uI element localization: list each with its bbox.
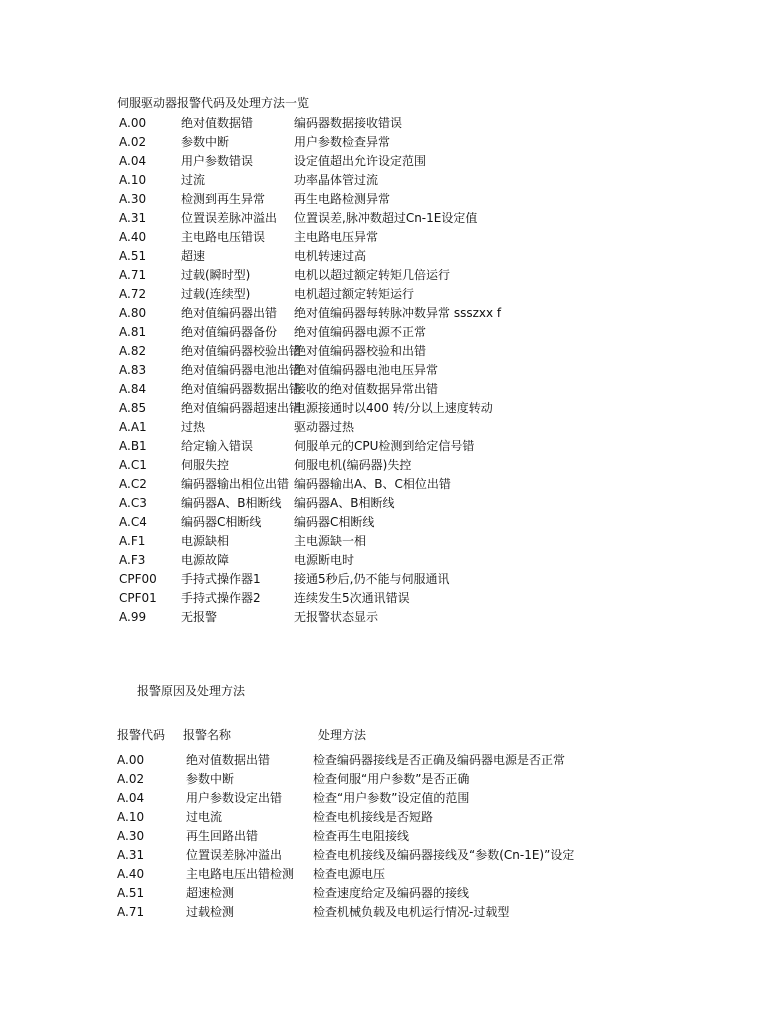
alarm-desc: 伺服电机(编码器)失控 xyxy=(294,458,412,472)
alarm-name: 绝对值编码器备份 xyxy=(181,325,278,339)
alarm-code: A.82 xyxy=(119,344,147,358)
handling-name: 参数中断 xyxy=(186,772,235,786)
alarm-code: A.99 xyxy=(119,610,147,624)
list-item xyxy=(119,324,739,343)
alarm-handling-list xyxy=(117,752,737,923)
alarm-code: A.84 xyxy=(119,382,147,396)
alarm-desc: 绝对值编码器校验和出错 xyxy=(294,344,427,358)
alarm-desc: 接收的绝对值数据异常出错 xyxy=(294,382,439,396)
handling-desc: 检查电机接线是否短路 xyxy=(313,810,434,824)
alarm-code: A.C1 xyxy=(119,458,147,472)
list-item xyxy=(119,305,739,324)
alarm-code: A.04 xyxy=(119,154,147,168)
list-item xyxy=(119,552,739,571)
alarm-name: 编码器A、B相断线 xyxy=(181,496,282,510)
handling-desc: 检查伺服“用户参数”是否正确 xyxy=(313,772,470,786)
list-item xyxy=(119,457,739,476)
table-row xyxy=(117,790,737,809)
alarm-code: A.81 xyxy=(119,325,147,339)
table-row xyxy=(117,752,737,771)
alarm-name: 过载(连续型) xyxy=(181,287,251,301)
alarm-name: 用户参数错误 xyxy=(181,154,254,168)
alarm-code: A.30 xyxy=(119,192,147,206)
alarm-desc: 电机以超过额定转矩几倍运行 xyxy=(294,268,451,282)
alarm-desc: 功率晶体管过流 xyxy=(294,173,379,187)
alarm-code: A.F3 xyxy=(119,553,146,567)
list-item xyxy=(119,571,739,590)
section1-heading: 伺服驱动器报警代码及处理方法一览 xyxy=(117,96,310,110)
alarm-name: 过热 xyxy=(181,420,206,434)
alarm-name: 手持式操作器2 xyxy=(181,591,261,605)
alarm-desc: 电源断电时 xyxy=(294,553,355,567)
alarm-desc: 主电路电压异常 xyxy=(294,230,379,244)
alarm-desc: 绝对值编码器电源不正常 xyxy=(294,325,427,339)
list-item xyxy=(119,343,739,362)
alarm-desc: 主电源缺一相 xyxy=(294,534,367,548)
table-row xyxy=(117,866,737,885)
list-item xyxy=(119,267,739,286)
alarm-desc: 电机转速过高 xyxy=(294,249,367,263)
alarm-name: 超速 xyxy=(181,249,206,263)
alarm-desc: 位置误差,脉冲数超过Cn-1E设定值 xyxy=(294,211,478,225)
alarm-desc: 驱动器过热 xyxy=(294,420,355,434)
alarm-name: 绝对值编码器数据出错 xyxy=(181,382,302,396)
alarm-name: 伺服失控 xyxy=(181,458,230,472)
table-row xyxy=(117,828,737,847)
alarm-desc: 接通5秒后,仍不能与伺服通讯 xyxy=(294,572,450,586)
list-item xyxy=(119,419,739,438)
alarm-code: A.80 xyxy=(119,306,147,320)
alarm-name: 无报警 xyxy=(181,610,218,624)
alarm-code: A.31 xyxy=(119,211,147,225)
list-item xyxy=(119,514,739,533)
handling-name: 超速检测 xyxy=(186,886,235,900)
handling-name: 用户参数设定出错 xyxy=(186,791,283,805)
handling-code: A.04 xyxy=(117,791,145,805)
handling-desc: 检查再生电阻接线 xyxy=(313,829,410,843)
handling-desc: 检查速度给定及编码器的接线 xyxy=(313,886,470,900)
handling-code: A.31 xyxy=(117,848,145,862)
alarm-code: A.B1 xyxy=(119,439,147,453)
table-row xyxy=(117,885,737,904)
handling-code: A.02 xyxy=(117,772,145,786)
alarm-code: A.83 xyxy=(119,363,147,377)
alarm-desc: 绝对值编码器每转脉冲数异常 ssszxx f xyxy=(294,306,502,320)
alarm-desc: 编码器数据接收错误 xyxy=(294,116,403,130)
alarm-name: 手持式操作器1 xyxy=(181,572,261,586)
list-item xyxy=(119,229,739,248)
list-item xyxy=(119,210,739,229)
list-item xyxy=(119,153,739,172)
alarm-desc: 设定值超出允许设定范围 xyxy=(294,154,427,168)
handling-code: A.71 xyxy=(117,905,145,919)
list-item xyxy=(119,609,739,628)
alarm-name: 过载(瞬时型) xyxy=(181,268,251,282)
handling-name: 再生回路出错 xyxy=(186,829,259,843)
alarm-code: A.51 xyxy=(119,249,147,263)
alarm-code: A.10 xyxy=(119,173,147,187)
handling-name: 过电流 xyxy=(186,810,223,824)
alarm-name: 绝对值编码器电池出错 xyxy=(181,363,302,377)
alarm-desc: 编码器C相断线 xyxy=(294,515,375,529)
table-row xyxy=(117,847,737,866)
alarm-desc: 电机超过额定转矩运行 xyxy=(294,287,415,301)
alarm-desc: 编码器A、B相断线 xyxy=(294,496,395,510)
handling-name: 过载检测 xyxy=(186,905,235,919)
alarm-name: 给定输入错误 xyxy=(181,439,254,453)
list-item xyxy=(119,495,739,514)
alarm-name: 检测到再生异常 xyxy=(181,192,266,206)
alarm-code: A.C3 xyxy=(119,496,147,510)
alarm-desc: 电源接通时以400 转/分以上速度转动 xyxy=(294,401,493,415)
handling-desc: 检查编码器接线是否正确及编码器电源是否正常 xyxy=(313,753,566,767)
alarm-code: CPF00 xyxy=(119,572,157,586)
list-item xyxy=(119,476,739,495)
list-item xyxy=(119,248,739,267)
handling-code: A.10 xyxy=(117,810,145,824)
alarm-desc: 伺服单元的CPU检测到给定信号错 xyxy=(294,439,475,453)
list-item xyxy=(119,381,739,400)
handling-desc: 检查机械负载及电机运行情况-过载型 xyxy=(313,905,510,919)
alarm-desc: 用户参数检查异常 xyxy=(294,135,391,149)
handling-desc: 检查电机接线及编码器接线及“参数(Cn-1E)”设定 xyxy=(313,848,575,862)
alarm-code: A.72 xyxy=(119,287,147,301)
alarm-name: 绝对值编码器出错 xyxy=(181,306,278,320)
alarm-name: 电源故障 xyxy=(181,553,230,567)
alarm-code-list xyxy=(119,115,739,628)
alarm-desc: 编码器输出A、B、C相位出错 xyxy=(294,477,451,491)
handling-desc: 检查电源电压 xyxy=(313,867,386,881)
alarm-desc: 连续发生5次通讯错误 xyxy=(294,591,410,605)
alarm-code: A.85 xyxy=(119,401,147,415)
list-item xyxy=(119,438,739,457)
table-row xyxy=(117,771,737,790)
table-row xyxy=(117,809,737,828)
alarm-code: A.40 xyxy=(119,230,147,244)
handling-code: A.40 xyxy=(117,867,145,881)
list-item xyxy=(119,191,739,210)
alarm-name: 编码器输出相位出错 xyxy=(181,477,290,491)
alarm-name: 主电路电压错误 xyxy=(181,230,266,244)
header-desc: 处理方法 xyxy=(318,728,367,742)
alarm-code: CPF01 xyxy=(119,591,157,605)
handling-code: A.00 xyxy=(117,753,145,767)
alarm-name: 绝对值编码器校验出错 xyxy=(181,344,302,358)
alarm-code: A.02 xyxy=(119,135,147,149)
alarm-name: 过流 xyxy=(181,173,206,187)
alarm-code: A.C4 xyxy=(119,515,147,529)
list-item xyxy=(119,590,739,609)
list-item xyxy=(119,172,739,191)
alarm-code: A.F1 xyxy=(119,534,146,548)
handling-code: A.51 xyxy=(117,886,145,900)
alarm-name: 绝对值编码器超速出错 xyxy=(181,401,302,415)
handling-name: 位置误差脉冲溢出 xyxy=(186,848,283,862)
alarm-desc: 绝对值编码器电池电压异常 xyxy=(294,363,439,377)
alarm-code: A.C2 xyxy=(119,477,147,491)
table-header xyxy=(117,728,737,744)
list-item xyxy=(119,115,739,134)
alarm-name: 位置误差脉冲溢出 xyxy=(181,211,278,225)
alarm-name: 绝对值数据错 xyxy=(181,116,254,130)
alarm-code: A.71 xyxy=(119,268,147,282)
header-code: 报警代码 xyxy=(117,728,166,742)
handling-name: 主电路电压出错检测 xyxy=(186,867,295,881)
header-name: 报警名称 xyxy=(183,728,232,742)
alarm-desc: 再生电路检测异常 xyxy=(294,192,391,206)
list-item xyxy=(119,362,739,381)
section2-heading: 报警原因及处理方法 xyxy=(137,684,246,698)
handling-name: 绝对值数据出错 xyxy=(186,753,271,767)
list-item xyxy=(119,400,739,419)
list-item xyxy=(119,533,739,552)
alarm-name: 电源缺相 xyxy=(181,534,230,548)
handling-code: A.30 xyxy=(117,829,145,843)
alarm-name: 参数中断 xyxy=(181,135,230,149)
alarm-name: 编码器C相断线 xyxy=(181,515,262,529)
alarm-desc: 无报警状态显示 xyxy=(294,610,379,624)
alarm-code: A.A1 xyxy=(119,420,147,434)
list-item xyxy=(119,134,739,153)
table-row xyxy=(117,904,737,923)
handling-desc: 检查“用户参数”设定值的范围 xyxy=(313,791,470,805)
list-item xyxy=(119,286,739,305)
alarm-code: A.00 xyxy=(119,116,147,130)
